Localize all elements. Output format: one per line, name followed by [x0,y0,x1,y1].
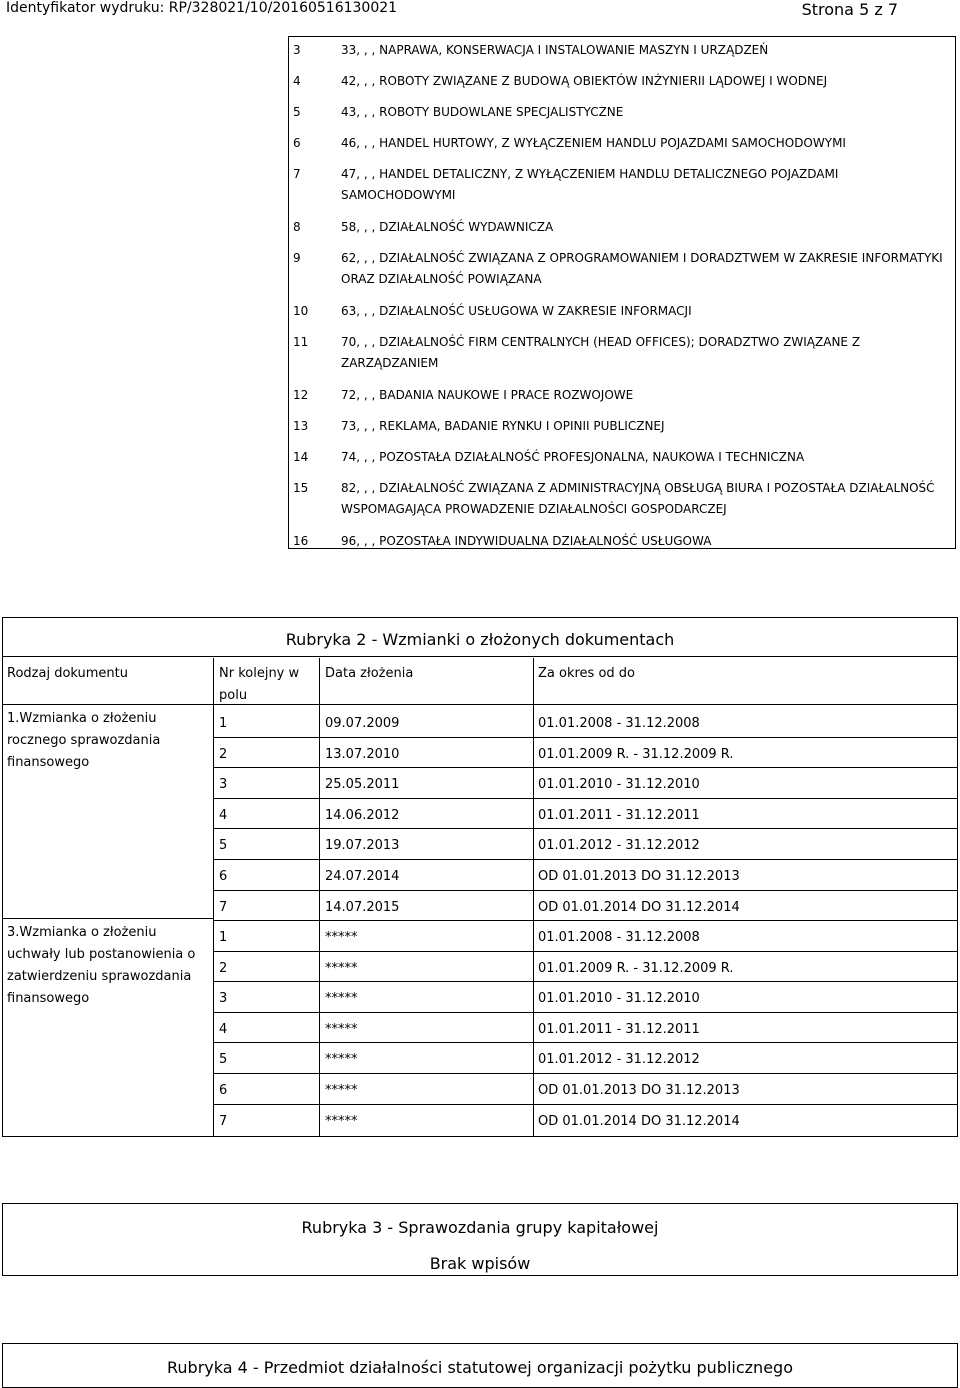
row-divider [213,767,957,768]
header-seq: Nr kolejny w polu [219,666,300,703]
pkd-row-text: 63, , , DZIAŁALNOŚĆ USŁUGOWA W ZAKRESIE INFORMACJI [341,304,692,318]
row-number: 6 [219,869,228,884]
page-number: Strona 5 z 7 [801,0,898,19]
filing-date: 19.07.2013 [325,838,400,854]
pkd-row-text: 73, , , REKLAMA, BADANIE RYNKU I OPINII PUBLICZNEJ [341,419,665,433]
period-range: 01.01.2011 - 31.12.2011 [538,807,700,823]
pkd-row-number: 4 [293,74,301,88]
pkd-row-text: 33, , , NAPRAWA, KONSERWACJA I INSTALOWANIE MASZYN I URZĄDZEŃ [341,43,769,57]
rubryka-3-title: Rubryka 3 - Sprawozdania grupy kapitałowej [301,1218,659,1237]
row-number: 7 [219,1113,228,1129]
row-divider [213,737,957,738]
period-range: 01.01.2012 - 31.12.2012 [538,838,700,854]
filing-date: ***** [325,930,358,945]
column-divider [213,658,214,1136]
pkd-row-text: 58, , , DZIAŁALNOŚĆ WYDAWNICZA [341,220,554,234]
header-period: Za okres od do [538,666,635,681]
row-divider [213,920,957,921]
filing-date: 13.07.2010 [325,746,400,762]
document-type-name: 3.Wzmianka o złożeniu uchwały lub postanowienia o zatwierdzeniu sprawozdania finansowego [7,925,196,1006]
filing-date: 09.07.2009 [325,716,400,731]
period-range: 01.01.2010 - 31.12.2010 [538,991,700,1007]
column-divider [533,658,534,1136]
pkd-row-number: 10 [293,304,309,318]
pkd-row-number: 12 [293,388,309,402]
period-range: OD 01.01.2013 DO 31.12.2013 [538,869,740,884]
filing-date: ***** [325,1113,358,1129]
pkd-row-text: 43, , , ROBOTY BUDOWLANE SPECJALISTYCZNE [341,105,624,119]
filing-date: ***** [325,1052,358,1068]
pkd-row-number: 5 [293,105,301,119]
rubryka-2-section [2,617,958,1137]
row-number: 5 [219,838,228,854]
row-number: 4 [219,1021,228,1037]
pkd-row-text: 70, , , DZIAŁALNOŚĆ FIRM CENTRALNYCH (HEAD OFFICES); DORADZTWO ZWIĄZANE Z ZARZĄDZANIEM [341,335,861,370]
pkd-row-text: 47, , , HANDEL DETALICZNY, Z WYŁĄCZENIEM HANDLU DETALICZNEGO POJAZDAMI SAMOCHODOWYMI [341,167,839,202]
rubryka-3-empty: Brak wpisów [429,1254,531,1273]
pkd-row-text: 46, , , HANDEL HURTOWY, Z WYŁĄCZENIEM HANDLU POJAZDAMI SAMOCHODOWYMI [341,136,846,150]
row-number: 2 [219,960,228,976]
header-divider [3,656,957,657]
row-divider [213,798,957,799]
group-divider [3,918,213,919]
row-number: 5 [219,1052,228,1068]
pkd-row-number: 9 [293,251,301,265]
row-number: 6 [219,1083,228,1098]
filing-date: 14.06.2012 [325,807,400,823]
row-divider [213,1012,957,1013]
header-date: Data złożenia [325,666,414,681]
row-number: 4 [219,807,228,823]
pkd-row-number: 14 [293,450,309,464]
row-number: 1 [219,930,228,945]
period-range: OD 01.01.2014 DO 31.12.2014 [538,1113,740,1129]
document-type-name: 1.Wzmianka o złożeniu rocznego sprawozdania finansowego [7,711,161,770]
filing-date: ***** [325,991,358,1007]
row-number: 2 [219,746,228,762]
row-divider [213,890,957,891]
rubryka-2-title: Rubryka 2 - Wzmianki o złożonych dokumentach [285,630,675,649]
row-divider [3,704,957,705]
period-range: OD 01.01.2013 DO 31.12.2013 [538,1083,740,1098]
rubryka-4-title: Rubryka 4 - Przedmiot działalności statutowej organizacji pożytku publicznego [167,1358,793,1377]
row-divider [213,1073,957,1074]
row-divider [213,828,957,829]
pkd-row-number: 15 [293,481,309,495]
pkd-row-number: 3 [293,43,301,57]
period-range: OD 01.01.2014 DO 31.12.2014 [538,899,740,915]
row-number: 3 [219,991,228,1007]
row-divider [213,951,957,952]
filing-date: ***** [325,960,358,976]
pkd-row-number: 16 [293,534,309,548]
row-divider [213,981,957,982]
period-range: 01.01.2009 R. - 31.12.2009 R. [538,960,734,976]
row-number: 7 [219,899,228,915]
pkd-row-number: 8 [293,220,301,234]
row-number: 3 [219,777,228,793]
pkd-row-number: 11 [293,335,309,349]
pkd-row-number: 7 [293,167,301,181]
period-range: 01.01.2011 - 31.12.2011 [538,1021,700,1037]
row-divider [213,859,957,860]
rubryka-4-section [2,1343,958,1388]
filing-date: 25.05.2011 [325,777,400,793]
period-range: 01.01.2010 - 31.12.2010 [538,777,700,793]
pkd-row-text: 74, , , POZOSTAŁA DZIAŁALNOŚĆ PROFESJONALNA, NAUKOWA I TECHNICZNA [341,450,805,464]
column-divider [319,658,320,1136]
filing-date: 24.07.2014 [325,869,400,884]
filing-date: ***** [325,1083,358,1098]
pkd-row-text: 72, , , BADANIA NAUKOWE I PRACE ROZWOJOWE [341,388,634,402]
print-identifier: Identyfikator wydruku: RP/328021/10/20160516130021 [6,0,398,16]
rubryka-3-section [2,1203,958,1276]
pkd-row-text: 82, , , DZIAŁALNOŚĆ ZWIĄZANA Z ADMINISTRACYJNĄ OBSŁUGĄ BIURA I POZOSTAŁA DZIAŁALNOŚĆ WSPOMAGAJĄCA PROWADZENIE DZIAŁALNOŚCI GOSPODARCZEJ [341,481,935,516]
period-range: 01.01.2012 - 31.12.2012 [538,1052,700,1068]
filing-date: 14.07.2015 [325,899,400,915]
period-range: 01.01.2008 - 31.12.2008 [538,930,700,945]
filing-date: ***** [325,1021,358,1037]
period-range: 01.01.2009 R. - 31.12.2009 R. [538,746,734,762]
pkd-row-number: 13 [293,419,309,433]
pkd-activity-table [288,36,956,549]
row-divider [213,1104,957,1105]
header-doc-type: Rodzaj dokumentu [7,666,128,681]
row-number: 1 [219,716,228,731]
pkd-row-text: 42, , , ROBOTY ZWIĄZANE Z BUDOWĄ OBIEKTÓW INŻYNIERII LĄDOWEJ I WODNEJ [341,74,828,88]
period-range: 01.01.2008 - 31.12.2008 [538,716,700,731]
row-divider [213,1042,957,1043]
pkd-row-text: 62, , , DZIAŁALNOŚĆ ZWIĄZANA Z OPROGRAMOWANIEM I DORADZTWEM W ZAKRESIE INFORMATYKI ORAZ DZIAŁALNOŚĆ POWIĄZANA [341,251,943,286]
pkd-row-text: 96, , , POZOSTAŁA INDYWIDUALNA DZIAŁALNOŚĆ USŁUGOWA [341,534,712,548]
pkd-row-number: 6 [293,136,301,150]
